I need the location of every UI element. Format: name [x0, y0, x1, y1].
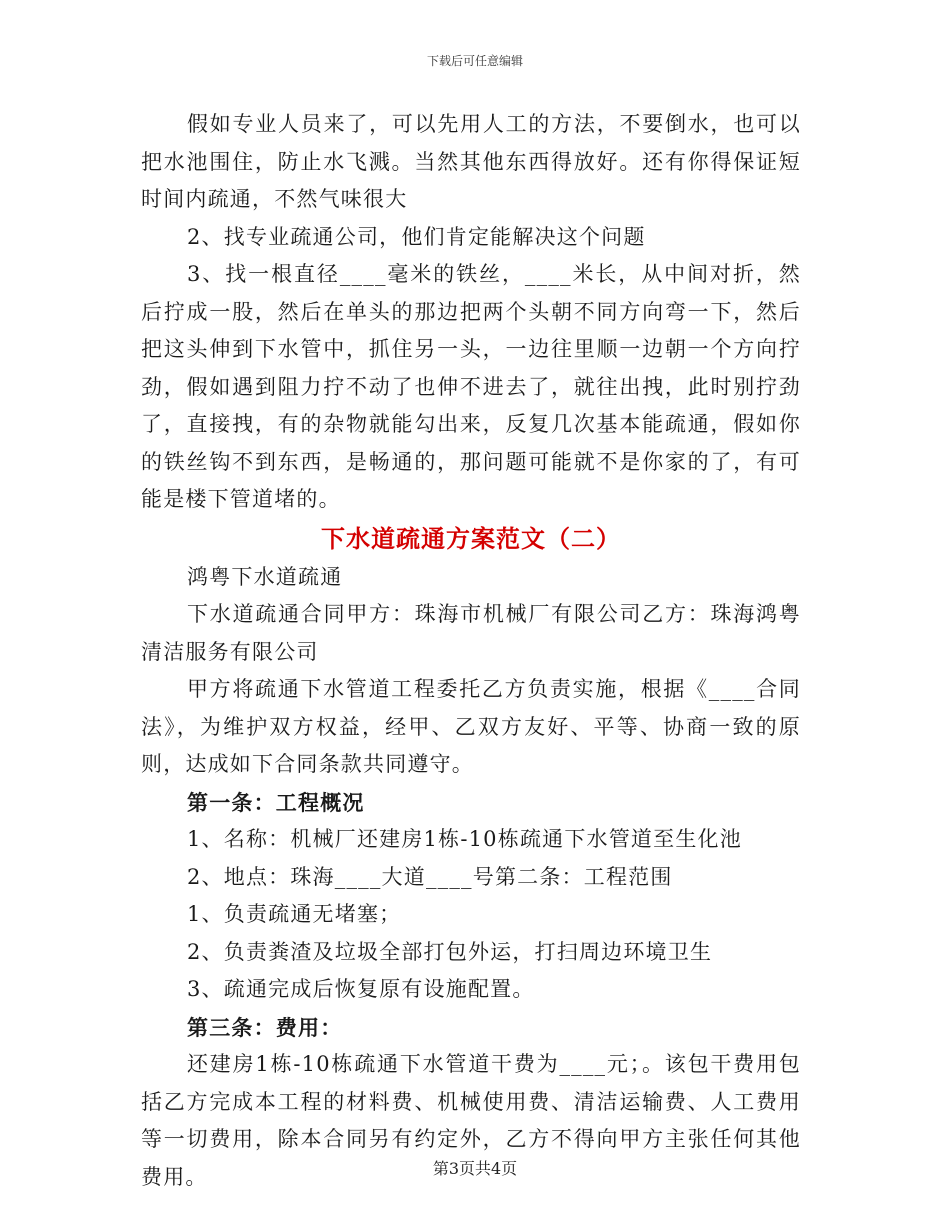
article-1-item-name: 1、名称：机械厂还建房1栋-10栋疏通下水管道至生化池: [187, 827, 742, 851]
article-3-heading: 第三条：费用：: [187, 1014, 343, 1040]
paragraph-professional: 假如专业人员来了，可以先用人工的方法，不要倒水，也可以把水池围住，防止水飞溅。当然其他东西得放好。还有你得保证短时间内疏通，不然气味很大: [141, 112, 801, 211]
paragraph-contract-parties: 下水道疏通合同甲方：珠海市机械厂有限公司乙方：珠海鸿粤清洁服务有限公司: [141, 602, 801, 664]
article-3-fee-text: 还建房1栋-10栋疏通下水管道干费为____元；。该包干费用包括乙方完成本工程的材料费、机械使用费、清洁运输费、人工费用等一切费用，除本合同另有约定外，乙方不得向甲方主张任何其他费用。: [141, 1052, 801, 1189]
document-body: [141, 106, 801, 1196]
paragraph-method-2: 2、找专业疏通公司，他们肯定能解决这个问题: [187, 224, 646, 249]
paragraph-method-3: 3、找一根直径____毫米的铁丝，____米长，从中间对折，然后拧成一股，然后在单头的那边把两个头朝不同方向弯一下，然后把这头伸到下水管中，抓住另一头，一边往里顺一边朝一个方向拧劲，假如遇到阻力拧不动了也伸不进去了，就往出拽，此时别拧劲了，直接拽，有的杂物就能勾出来，反复几次基本能疏通，假如你的铁丝钩不到东西，是畅通的，那问题可能就不是你家的了，有可能是楼下管道堵的。: [141, 262, 801, 511]
article-2-item-1: 1、负责疏通无堵塞；: [187, 902, 402, 926]
page-footer: 第3页共4页: [432, 1159, 518, 1178]
article-2-item-3: 3、疏通完成后恢复原有设施配置。: [187, 977, 535, 1001]
article-1-heading: 第一条：工程概况: [187, 789, 365, 815]
article-2-item-2: 2、负责粪渣及垃圾全部打包外运，打扫周边环境卫生: [187, 939, 713, 964]
page-header: 下载后可任意编辑: [426, 54, 523, 68]
section-title: 下水道疏通方案范文（二）: [321, 523, 621, 553]
paragraph-company: 鸿粤下水道疏通: [187, 564, 343, 589]
article-1-item-location: 2、地点：珠海____大道____号第二条：工程范围: [187, 864, 673, 889]
paragraph-contract-intro: 甲方将疏通下水管道工程委托乙方负责实施，根据《____合同法》，为维护双方权益，经甲、乙双方友好、平等、协商一致的原则，达成如下合同条款共同遵守。: [141, 677, 801, 776]
